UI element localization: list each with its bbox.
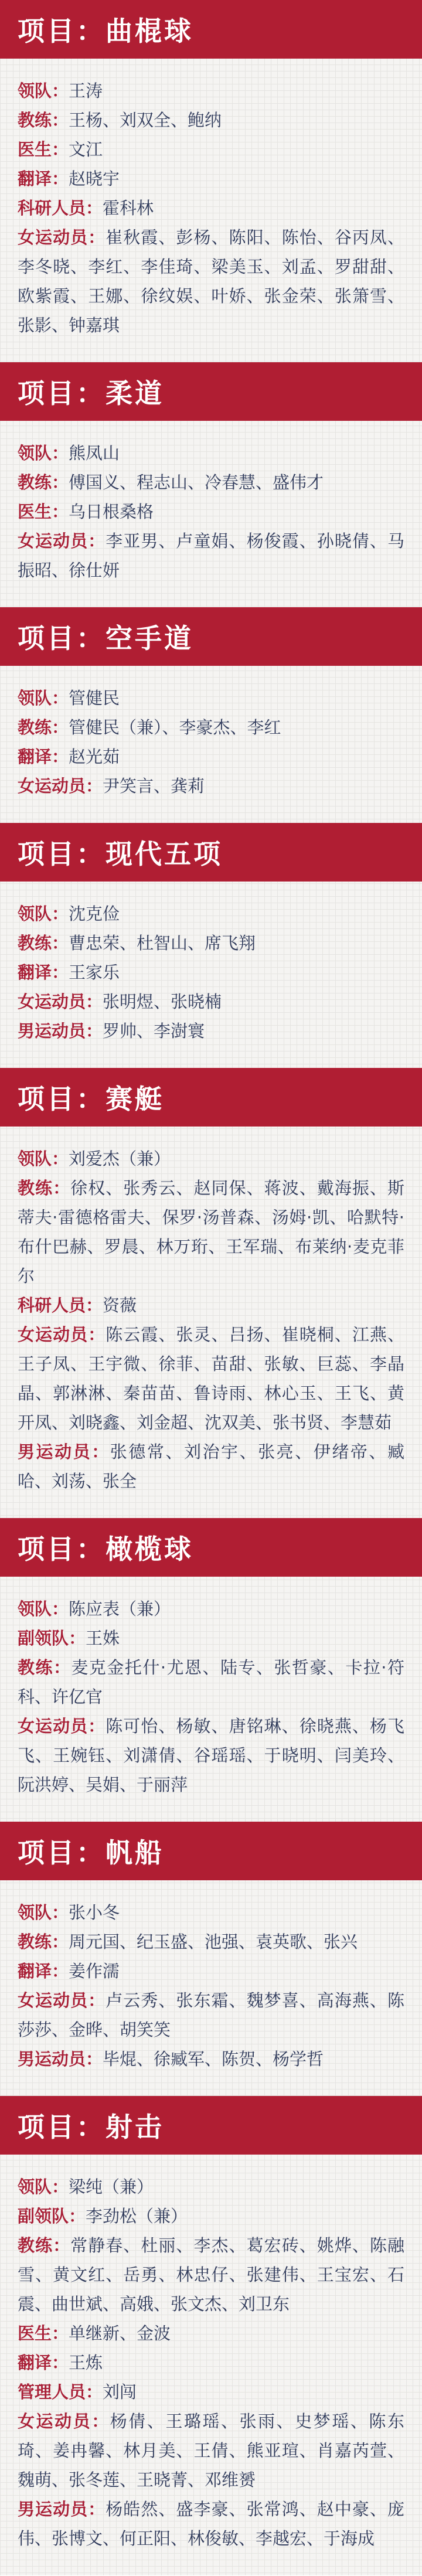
entry-label: 女运动员： <box>18 531 106 551</box>
entry-value: 傅国义、程志山、冷春慧、盛伟才 <box>69 472 324 492</box>
entry-label: 科研人员： <box>18 198 103 218</box>
entry-label: 男运动员： <box>18 1442 110 1462</box>
section-field-hockey <box>0 0 422 362</box>
entry-value: 李劲松（兼） <box>86 2206 188 2226</box>
entry-value: 单继新、金波 <box>69 2323 171 2343</box>
entry-value: 周元国、纪玉盛、池强、袁英歌、张兴 <box>69 1932 358 1952</box>
entry-value: 杨倩、王璐瑶、张雨、史梦瑶、陈东琦、姜冉馨、林月美、王倩、熊亚瑄、肖嘉芮萱、魏萌、张冬莲、王晓菁、邓维赟 <box>18 2411 404 2490</box>
entry-field-hockey-translator <box>18 164 404 193</box>
entry-modern-pentathlon-leader <box>18 899 404 928</box>
section-rowing <box>0 1068 422 1518</box>
entry-shooting-coach <box>18 2231 404 2319</box>
section-body <box>0 1577 422 1822</box>
entry-label: 翻译： <box>18 747 69 767</box>
entry-label: 翻译： <box>18 169 69 189</box>
entry-value: 陈云霞、张灵、吕扬、崔晓桐、江燕、王子凤、王宇微、徐菲、苗甜、张敏、巨蕊、李晶晶、郭淋淋、秦苗苗、鲁诗雨、林心玉、王飞、黄开凤、刘晓鑫、刘金超、沈双美、张书贤、李慧茹 <box>18 1325 404 1432</box>
section-title: 项目：曲棍球 <box>18 15 193 47</box>
entry-value: 崔秋霞、彭杨、陈阳、陈怡、谷丙凤、李冬晓、李红、李佳琦、梁美玉、刘孟、罗甜甜、欧紫霞、王娜、徐纹娱、叶娇、张金荣、张箫雪、张影、钟嘉琪 <box>18 227 404 335</box>
entry-label: 领队： <box>18 443 69 463</box>
section-karate <box>0 607 422 823</box>
entry-value: 刘爱杰（兼） <box>69 1149 171 1169</box>
entry-modern-pentathlon-female-athletes <box>18 987 404 1016</box>
entry-rowing-coach <box>18 1173 404 1291</box>
entry-value: 张明煜、张晓楠 <box>103 992 222 1012</box>
entry-value: 陈可怡、杨敏、唐铭琳、徐晓燕、杨飞飞、王婉钰、刘潇倩、谷瑶瑶、于晓明、闫美玲、阮洪婷、吴娟、于丽萍 <box>18 1716 404 1795</box>
entry-judo-leader <box>18 438 404 468</box>
section-judo <box>0 362 422 607</box>
entry-sailing-male-athletes <box>18 2044 404 2074</box>
entry-sailing-coach <box>18 1927 404 1956</box>
entry-value: 王炼 <box>69 2353 103 2373</box>
entry-value: 张德常、刘治宇、张亮、伊绪帝、臧哈、刘荡、张全 <box>18 1442 404 1491</box>
entry-label: 医生： <box>18 502 69 522</box>
entry-field-hockey-doctor <box>18 135 404 164</box>
entry-value: 常静春、杜丽、李杰、葛宏砖、姚烨、陈融雪、黄文红、岳勇、林忠仔、张建伟、王宝宏、石震、曲世斌、高娥、张文杰、刘卫东 <box>18 2235 404 2314</box>
entry-label: 教练： <box>18 1658 72 1677</box>
section-header-banner <box>0 607 422 666</box>
entry-value: 杨皓然、盛李豪、张常鸿、赵中豪、庞伟、张博文、何正阳、林俊敏、李越宏、于海成 <box>18 2499 404 2548</box>
section-body <box>0 1127 422 1518</box>
entry-field-hockey-coach <box>18 106 404 135</box>
section-body <box>0 666 422 823</box>
entry-value: 毕焜、徐臧军、陈贺、杨学哲 <box>103 2049 324 2069</box>
entry-value: 麦克金托什·尤恩、陆专、张哲豪、卡拉·符科、许亿官 <box>18 1658 404 1707</box>
section-modern-pentathlon <box>0 823 422 1068</box>
entry-shooting-leader <box>18 2172 404 2201</box>
section-header-banner <box>0 1518 422 1577</box>
entry-sailing-translator <box>18 1956 404 1986</box>
entry-label: 领队： <box>18 1903 69 1922</box>
entry-label: 医生： <box>18 2323 69 2343</box>
entry-value: 资薇 <box>103 1295 137 1315</box>
entry-judo-doctor <box>18 497 404 526</box>
entry-rugby-coach <box>18 1653 404 1711</box>
section-title: 项目：现代五项 <box>18 838 223 870</box>
entry-modern-pentathlon-male-athletes <box>18 1016 404 1046</box>
entry-label: 教练： <box>18 933 69 953</box>
entry-field-hockey-researcher <box>18 193 404 223</box>
section-body <box>0 882 422 1068</box>
section-shooting <box>0 2096 422 2575</box>
entry-label: 翻译： <box>18 1961 69 1981</box>
entry-shooting-translator <box>18 2348 404 2377</box>
entry-value: 王涛 <box>69 81 103 101</box>
entry-value: 李亚男、卢童娟、杨俊霞、孙晓倩、马振昭、徐仕妍 <box>18 531 404 580</box>
entry-label: 管理人员： <box>18 2382 103 2402</box>
entry-modern-pentathlon-coach <box>18 928 404 958</box>
entry-label: 领队： <box>18 1149 69 1169</box>
entry-karate-coach <box>18 713 404 742</box>
entry-shooting-doctor <box>18 2319 404 2348</box>
entry-value: 王杨、刘双全、鲍纳 <box>69 110 222 130</box>
entry-sailing-female-athletes <box>18 1986 404 2044</box>
entry-value: 乌日根桑格 <box>69 502 154 522</box>
section-header-banner <box>0 1822 422 1880</box>
entry-karate-leader <box>18 683 404 713</box>
entry-label: 女运动员： <box>18 1990 106 2010</box>
section-title: 项目：射击 <box>18 2111 164 2143</box>
entry-label: 副领队： <box>18 2206 86 2226</box>
entry-value: 王家乐 <box>69 962 120 982</box>
section-title: 项目：橄榄球 <box>18 1533 193 1565</box>
entry-label: 教练： <box>18 472 69 492</box>
entry-label: 领队： <box>18 81 69 101</box>
entry-shooting-deputy-leader <box>18 2201 404 2231</box>
entry-shooting-manager <box>18 2377 404 2407</box>
entry-label: 女运动员： <box>18 992 103 1012</box>
entry-value: 管健民 <box>69 688 120 708</box>
entry-sailing-leader <box>18 1898 404 1927</box>
entry-value: 沈克俭 <box>69 904 120 924</box>
entry-judo-female-athletes <box>18 526 404 585</box>
entry-value: 梁纯（兼） <box>69 2177 154 2197</box>
entry-rowing-female-athletes <box>18 1320 404 1437</box>
entry-label: 男运动员： <box>18 2499 106 2519</box>
entry-label: 女运动员： <box>18 776 103 796</box>
entry-value: 熊凤山 <box>69 443 120 463</box>
entry-value: 卢云秀、张东霜、魏梦喜、高海燕、陈莎莎、金晔、胡笑笑 <box>18 1990 404 2040</box>
entry-rugby-leader <box>18 1594 404 1624</box>
entry-label: 科研人员： <box>18 1295 103 1315</box>
entry-shooting-female-athletes <box>18 2407 404 2495</box>
entry-rowing-leader <box>18 1144 404 1173</box>
entry-field-hockey-leader <box>18 76 404 106</box>
entry-value: 王姝 <box>86 1628 120 1648</box>
entry-modern-pentathlon-translator <box>18 958 404 987</box>
entry-rugby-deputy-leader <box>18 1624 404 1653</box>
entry-value: 赵晓宇 <box>69 169 120 189</box>
entry-label: 教练： <box>18 110 69 130</box>
entry-label: 翻译： <box>18 2353 69 2373</box>
entry-label: 领队： <box>18 1599 69 1619</box>
entry-field-hockey-female-athletes <box>18 223 404 340</box>
entry-label: 教练： <box>18 717 69 737</box>
entry-value: 徐权、张秀云、赵同保、蒋波、戴海振、斯蒂夫·雷德格雷夫、保罗·汤普森、汤姆·凯、哈默特·布什巴赫、罗晨、林万珩、王军瑞、布莱纳·麦克菲尔 <box>18 1178 404 1286</box>
entry-label: 副领队： <box>18 1628 86 1648</box>
entry-label: 领队： <box>18 688 69 708</box>
entry-value: 陈应表（兼） <box>69 1599 171 1619</box>
entry-label: 女运动员： <box>18 2411 110 2431</box>
entry-rugby-female-athletes <box>18 1711 404 1799</box>
entry-value: 尹笑言、龚莉 <box>103 776 205 796</box>
entry-karate-translator <box>18 742 404 771</box>
entry-label: 女运动员： <box>18 1325 106 1345</box>
section-header-banner <box>0 823 422 882</box>
entry-value: 姜作濡 <box>69 1961 120 1981</box>
entry-label: 领队： <box>18 2177 69 2197</box>
section-header-banner <box>0 1068 422 1127</box>
section-title: 项目：柔道 <box>18 377 164 409</box>
entry-label: 教练： <box>18 1178 71 1198</box>
entry-value: 罗帅、李澍寰 <box>103 1021 205 1041</box>
entry-judo-coach <box>18 468 404 497</box>
entry-label: 教练： <box>18 2235 71 2255</box>
section-rugby <box>0 1518 422 1822</box>
entry-label: 女运动员： <box>18 1716 106 1736</box>
entry-rowing-male-athletes <box>18 1437 404 1496</box>
entry-label: 翻译： <box>18 962 69 982</box>
section-title: 项目：空手道 <box>18 622 193 654</box>
entry-value: 曹忠荣、杜智山、席飞翔 <box>69 933 256 953</box>
entry-value: 霍科林 <box>103 198 154 218</box>
entry-label: 医生： <box>18 139 69 159</box>
section-body <box>0 59 422 362</box>
section-body <box>0 2155 422 2575</box>
section-body <box>0 1880 422 2096</box>
section-title: 项目：帆船 <box>18 1837 164 1869</box>
entry-label: 男运动员： <box>18 2049 103 2069</box>
entry-value: 张小冬 <box>69 1903 120 1922</box>
entry-label: 男运动员： <box>18 1021 103 1041</box>
section-title: 项目：赛艇 <box>18 1083 164 1115</box>
section-header-banner <box>0 2096 422 2155</box>
entry-rowing-researcher <box>18 1291 404 1320</box>
entry-label: 教练： <box>18 1932 69 1952</box>
entry-label: 女运动员： <box>18 227 106 247</box>
entry-value: 文江 <box>69 139 103 159</box>
entry-shooting-male-athletes <box>18 2495 404 2553</box>
entry-value: 赵光茹 <box>69 747 120 767</box>
entry-value: 刘闯 <box>103 2382 137 2402</box>
section-body <box>0 421 422 607</box>
entry-value: 管健民（兼）、李豪杰、李红 <box>69 717 281 737</box>
section-header-banner <box>0 0 422 59</box>
entry-karate-female-athletes <box>18 771 404 801</box>
section-sailing <box>0 1822 422 2096</box>
section-header-banner <box>0 362 422 421</box>
entry-label: 领队： <box>18 904 69 924</box>
